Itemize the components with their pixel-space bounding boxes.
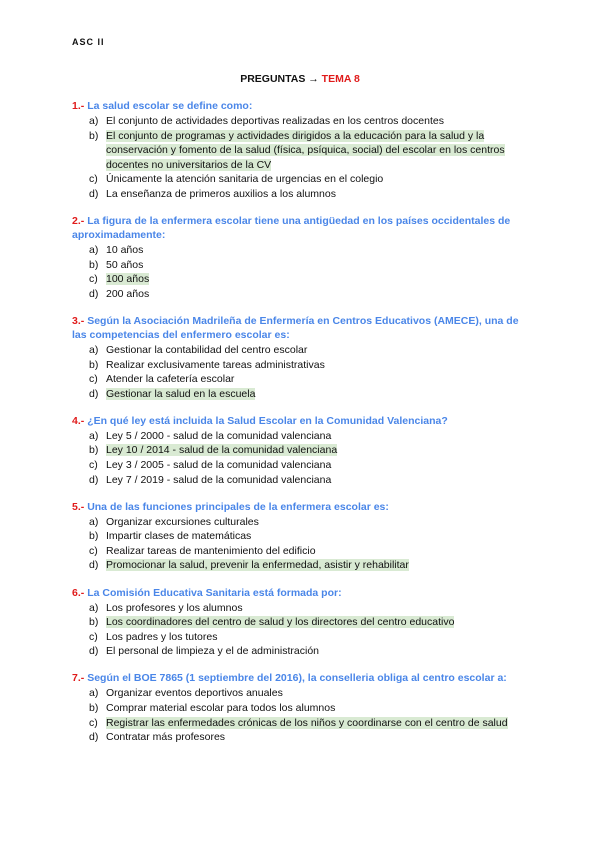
option-d [72,387,532,402]
option-letter: a) [89,515,99,528]
question-text [72,99,532,113]
option-d [72,730,532,745]
question-text [72,671,532,685]
question-statement: La salud escolar se define como: [87,100,253,112]
option-text: La enseñanza de primeros auxilios a los alumnos [106,187,336,200]
option-text: El conjunto de actividades deportivas realizadas en los centros docentes [106,115,444,127]
option-list [72,343,532,401]
option-text: Realizar exclusivamente tareas administrativas [106,358,325,371]
option-a [72,429,532,444]
option-text: Gestionar la contabilidad del centro escolar [106,343,308,356]
title-prefix: PREGUNTAS → [240,73,319,85]
page-title [0,73,600,85]
option-text: Los profesores y los alumnos [106,601,243,614]
answer-highlight: Registrar las enfermedades crónicas de los niños y coordinarse con el centro de salud [106,716,508,729]
question-1 [72,99,532,202]
option-list [72,686,532,744]
option-a [72,114,532,129]
question-4 [72,414,532,487]
option-c [72,544,532,559]
option-a [72,686,532,701]
option-letter: c) [89,373,98,386]
option-text: Los padres y los tutores [106,630,218,643]
option-letter: a) [89,115,99,127]
question-6 [72,586,532,659]
question-text [72,500,532,514]
option-letter: d) [89,645,99,658]
question-number: 3.- [72,314,85,327]
question-number: 4.- [72,414,85,427]
option-c [72,372,532,387]
option-a [72,515,532,530]
question-statement: Una de las funciones principales de la enfermera escolar es: [87,500,389,513]
answer-highlight: El conjunto de programas y actividades dirigidos a la educación para la salud y la conservación y fomento de la salud (física, psíquica, social) del escolar en los centros docentes no universitarios de la CV [106,129,505,171]
option-letter: c) [89,273,98,286]
option-text: Organizar eventos deportivos anuales [106,687,283,700]
option-list [72,114,532,202]
option-text: 50 años [106,258,144,271]
option-text: El personal de limpieza y el de administración [106,645,320,658]
option-d [72,558,532,573]
question-number: 6.- [72,586,85,599]
option-list [72,429,532,487]
question-number: 2.- [72,215,85,228]
option-letter: a) [89,244,99,257]
option-text: Realizar tareas de mantenimiento del edificio [106,544,316,557]
option-c [72,458,532,473]
option-d [72,187,532,202]
option-d [72,473,532,488]
title-topic: TEMA 8 [321,73,360,85]
option-letter: b) [89,129,99,142]
correct-answer-text [106,387,532,402]
option-letter: b) [89,258,99,271]
option-letter: d) [89,473,99,486]
option-letter: a) [89,601,99,614]
option-b [72,529,532,544]
option-c [72,630,532,645]
correct-answer-text [106,272,532,287]
option-letter: c) [89,630,98,643]
option-text: Impartir clases de matemáticas [106,530,252,543]
page-header: ASC II [72,37,105,47]
question-text [72,414,532,428]
option-letter: a) [89,429,99,442]
question-list [72,99,532,757]
option-c [72,272,532,287]
option-b [72,443,532,458]
option-list [72,601,532,659]
option-d [72,644,532,659]
question-number: 5.- [72,500,85,513]
option-b [72,615,532,630]
question-text [72,214,532,242]
option-letter: d) [89,187,99,200]
option-b [72,129,532,173]
answer-highlight: Ley 10 / 2014 - salud de la comunidad valenciana [106,444,338,457]
option-list [72,243,532,301]
correct-answer-text [106,615,532,630]
option-letter: d) [89,559,99,572]
correct-answer-text [106,558,532,573]
question-number: 1.- [72,100,85,112]
option-letter: d) [89,731,99,744]
option-letter: c) [89,173,98,186]
question-number: 7.- [72,672,85,685]
option-text: Contratar más profesores [106,731,226,744]
question-3 [72,314,532,401]
option-a [72,243,532,258]
option-c [72,716,532,731]
option-b [72,701,532,716]
option-letter: d) [89,387,99,400]
answer-highlight: Los coordinadores del centro de salud y los directores del centro educativo [106,616,455,629]
option-text: Ley 5 / 2000 - salud de la comunidad valenciana [106,429,332,442]
option-text: Ley 7 / 2019 - salud de la comunidad valenciana [106,473,332,486]
option-letter: b) [89,530,99,543]
correct-answer-text [106,443,532,458]
option-text: 10 años [106,244,144,257]
option-a [72,601,532,616]
option-letter: b) [89,444,99,457]
question-text [72,314,532,342]
question-text [72,586,532,600]
option-text: Comprar material escolar para todos los alumnos [106,702,336,715]
correct-answer-text [106,129,532,173]
option-letter: b) [89,702,99,715]
option-text: Atender la cafetería escolar [106,373,235,386]
option-letter: a) [89,687,99,700]
option-text: Únicamente la atención sanitaria de urgencias en el colegio [106,173,384,186]
question-7 [72,671,532,744]
option-letter: c) [89,716,98,729]
option-b [72,358,532,373]
option-letter: d) [89,287,99,300]
option-list [72,515,532,573]
question-2 [72,214,532,301]
option-a [72,343,532,358]
option-d [72,287,532,302]
option-letter: c) [89,544,98,557]
answer-highlight: Promocionar la salud, prevenir la enfermedad, asistir y rehabilitar [106,559,409,572]
question-statement: ¿En qué ley está incluida la Salud Escolar en la Comunidad Valenciana? [87,414,448,427]
answer-highlight: 100 años [106,273,150,286]
question-statement: La figura de la enfermera escolar tiene una antigüedad en los países occidentales de aproximadamente: [72,215,511,242]
option-letter: a) [89,343,99,356]
option-letter: b) [89,616,99,629]
answer-highlight: Gestionar la salud en la escuela [106,387,256,400]
question-statement: La Comisión Educativa Sanitaria está formada por: [87,586,342,599]
option-text: 200 años [106,287,150,300]
question-5 [72,500,532,573]
question-statement: Según el BOE 7865 (1 septiembre del 2016), la conselleria obliga al centro escolar a: [87,672,507,685]
option-letter: c) [89,459,98,471]
option-b [72,258,532,273]
correct-answer-text [106,716,532,731]
option-text: Organizar excursiones culturales [106,515,259,528]
option-c [72,172,532,187]
question-statement: Según la Asociación Madrileña de Enfermería en Centros Educativos (AMECE), una de las competencias del enfermero escolar es: [72,314,519,341]
option-text: Ley 3 / 2005 - salud de la comunidad valenciana [106,459,332,471]
option-letter: b) [89,358,99,371]
